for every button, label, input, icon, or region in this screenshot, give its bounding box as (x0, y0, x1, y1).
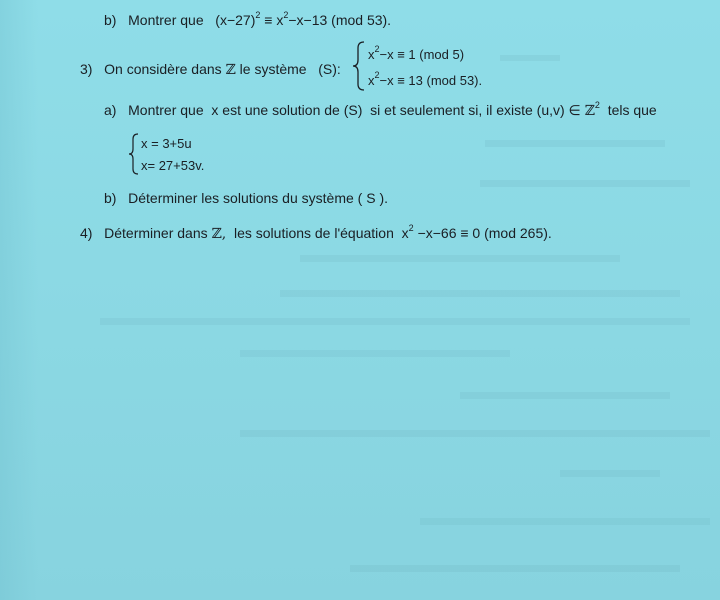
item-text: si et seulement si, il existe (370, 102, 533, 118)
eq-exponent: 2 (374, 70, 380, 80)
item-text: Montrer que (128, 102, 204, 118)
item-text: Déterminer les solutions du système (128, 190, 354, 206)
item-text: x est une solution de (211, 102, 340, 118)
exercise-item-4 (80, 225, 552, 242)
item-label: 4) (80, 225, 93, 241)
eq-var: x (368, 73, 375, 88)
item-label: b) (104, 190, 117, 206)
item-label: b) (104, 12, 117, 28)
eq-var: x (368, 47, 375, 62)
system-brace (352, 40, 366, 92)
exercise-item-3a (104, 102, 657, 119)
system-name: (S): (318, 61, 341, 77)
system-equation-2 (368, 70, 483, 88)
system-equation-1 (368, 44, 465, 62)
item-text: On considère dans (104, 61, 222, 77)
math-rhs-var: x (276, 12, 284, 28)
integer-set-symbol: ℤ (225, 62, 236, 78)
exercise-item-3-intro (80, 61, 341, 78)
conditions-brace (128, 132, 140, 176)
condition-1: x = 3+5u (141, 136, 192, 151)
eq-rest: −x−66 ≡ 0 (mod 265). (417, 225, 552, 241)
item-text: le système (239, 61, 307, 77)
item-text: Montrer que (128, 12, 204, 28)
system-ref: (S) (343, 102, 363, 118)
math-lhs-base: (x−27) (215, 12, 256, 28)
page-edge-shadow (0, 0, 38, 600)
pair-membership: (u,v) ∈ (536, 102, 581, 118)
math-relation: ≡ (264, 12, 273, 28)
eq-rest: −x ≡ 1 (mod 5) (379, 47, 465, 62)
set-exponent: 2 (594, 100, 600, 110)
system-ref: ( S ). (357, 190, 389, 206)
integer-set-symbol: ℤ, (211, 226, 227, 242)
item-label: 3) (80, 61, 93, 77)
eq-rest: −x ≡ 13 (mod 53). (379, 73, 483, 88)
item-text: les solutions de l'équation (233, 225, 394, 241)
exercise-item-3b (104, 190, 388, 206)
exercise-item-b-congruence (104, 12, 391, 28)
eq-exponent: 2 (408, 223, 414, 233)
item-label: a) (104, 102, 117, 118)
item-text: Déterminer dans (104, 225, 208, 241)
math-lhs-exponent: 2 (255, 10, 261, 20)
condition-2: x= 27+53v. (141, 158, 205, 173)
math-rhs-rest: −x−13 (mod 53). (288, 12, 392, 28)
eq-var: x (401, 225, 409, 241)
eq-exponent: 2 (374, 44, 380, 54)
math-rhs-exponent: 2 (283, 10, 289, 20)
integer-set-symbol: ℤ (584, 103, 595, 119)
item-text: tels que (607, 102, 657, 118)
